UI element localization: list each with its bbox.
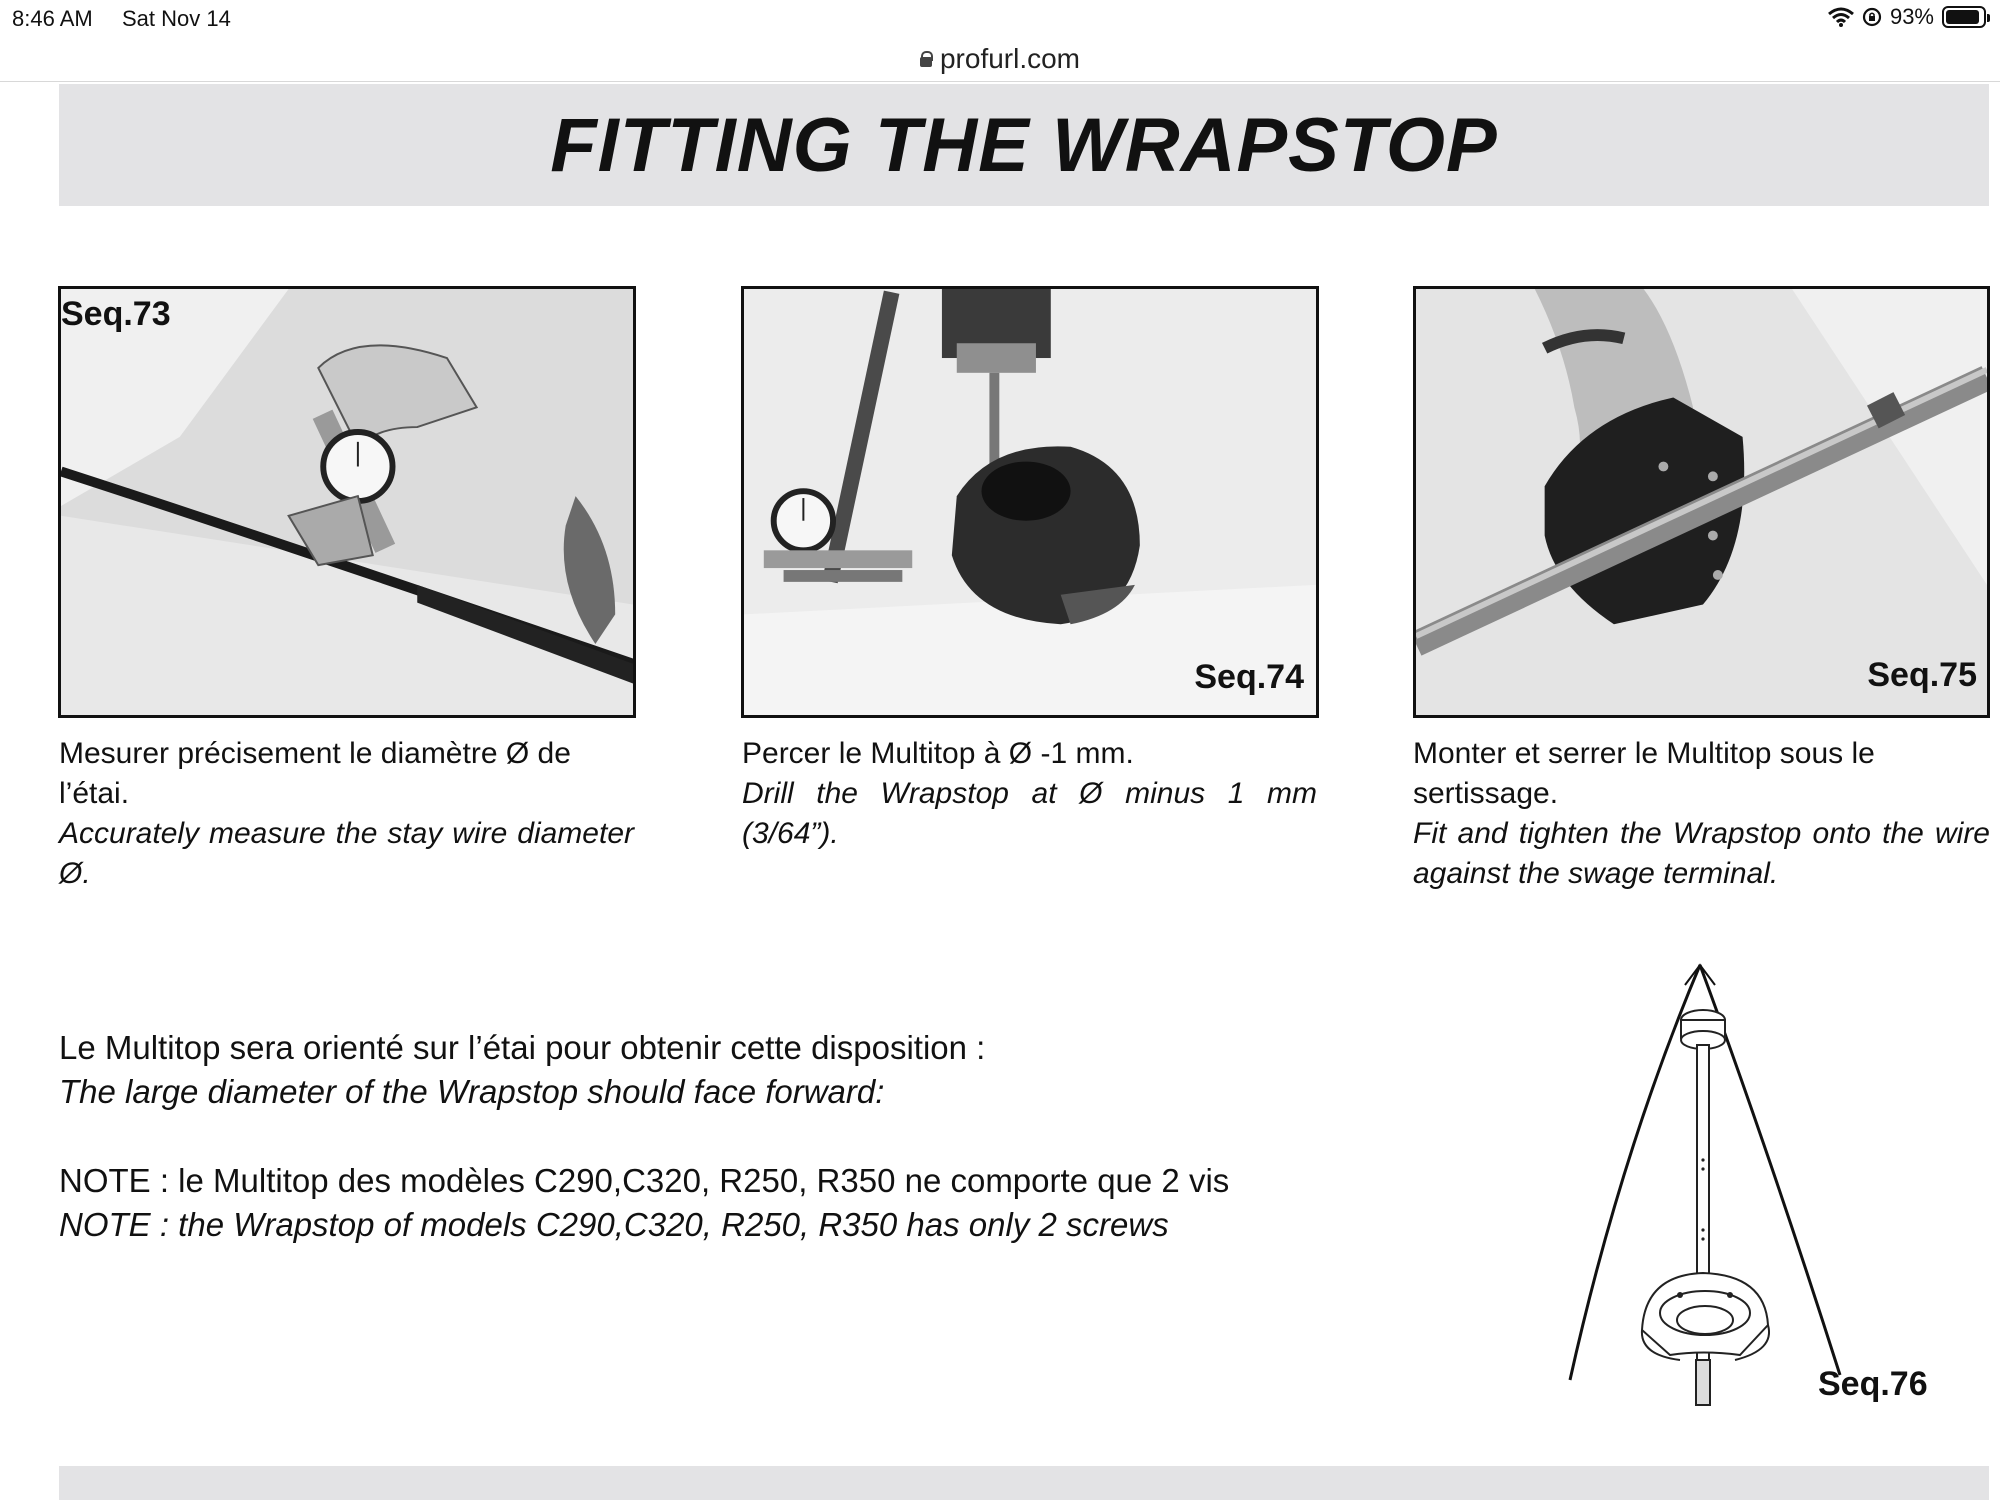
status-bar (0, 0, 2000, 36)
seq-74-label: Seq.74 (1194, 658, 1304, 696)
caption-seq-73 (59, 734, 634, 894)
battery-icon (1942, 6, 1986, 28)
orientation-en: The large diameter of the Wrapstop should face forward: (59, 1073, 885, 1110)
battery-percent: 93% (1889, 4, 1934, 29)
caption-75-en: Fit and tighten the Wrapstop onto the wire against the swage terminal. (1413, 817, 1990, 890)
footer-band (59, 1466, 1989, 1500)
models-note (59, 1159, 1459, 1247)
caption-seq-75 (1413, 734, 1990, 894)
orientation-fr: Le Multitop sera orienté sur l’étai pour obtenir cette disposition : (59, 1029, 986, 1066)
page-title: FITTING THE WRAPSTOP (550, 102, 1498, 188)
photo-seq-74 (741, 286, 1319, 718)
note-en: NOTE : the Wrapstop of models C290,C320, R250, R350 has only 2 screws (59, 1206, 1169, 1243)
caption-73-en: Accurately measure the stay wire diameter Ø. (59, 817, 634, 890)
title-band (59, 84, 1989, 206)
lock-icon (920, 51, 932, 67)
caption-74-en: Drill the Wrapstop at Ø minus 1 mm (3/64”). (742, 777, 1317, 850)
status-date: Sat Nov 14 (122, 6, 231, 31)
seq-73-label: Seq.73 (61, 295, 171, 333)
diagram-drawing (1560, 955, 1960, 1415)
caption-74-fr: Percer le Multitop à Ø -1 mm. (742, 737, 1134, 770)
photo-drill-wrapstop (744, 289, 1316, 715)
note-fr: NOTE : le Multitop des modèles C290,C320, R250, R350 ne comporte que 2 vis (59, 1162, 1230, 1199)
photo-measure-caliper (61, 289, 633, 715)
photo-tighten-wrapstop (1416, 289, 1987, 715)
wifi-icon (1828, 7, 1854, 27)
caption-seq-74 (742, 734, 1317, 854)
caption-73-fr: Mesurer précisement le diamètre Ø de l’étai. (59, 737, 571, 810)
orientation-instructions (59, 1026, 1459, 1114)
photo-seq-75 (1413, 286, 1990, 718)
orientation-lock-icon (1862, 7, 1882, 27)
caption-75-fr: Monter et serrer le Multitop sous le sertissage. (1413, 737, 1875, 810)
status-time: 8:46 AM (12, 6, 93, 31)
battery-fill (1946, 10, 1979, 24)
address-bar[interactable] (0, 36, 2000, 82)
seq-75-label: Seq.75 (1867, 656, 1977, 694)
wrapstop-orientation-diagram (1560, 955, 1960, 1415)
address-bar-inner[interactable] (920, 43, 1080, 75)
url-text[interactable]: profurl.com (939, 42, 1081, 74)
seq-76-label: Seq.76 (1818, 1365, 1928, 1403)
status-right (1828, 4, 1986, 30)
photo-seq-73 (58, 286, 636, 718)
